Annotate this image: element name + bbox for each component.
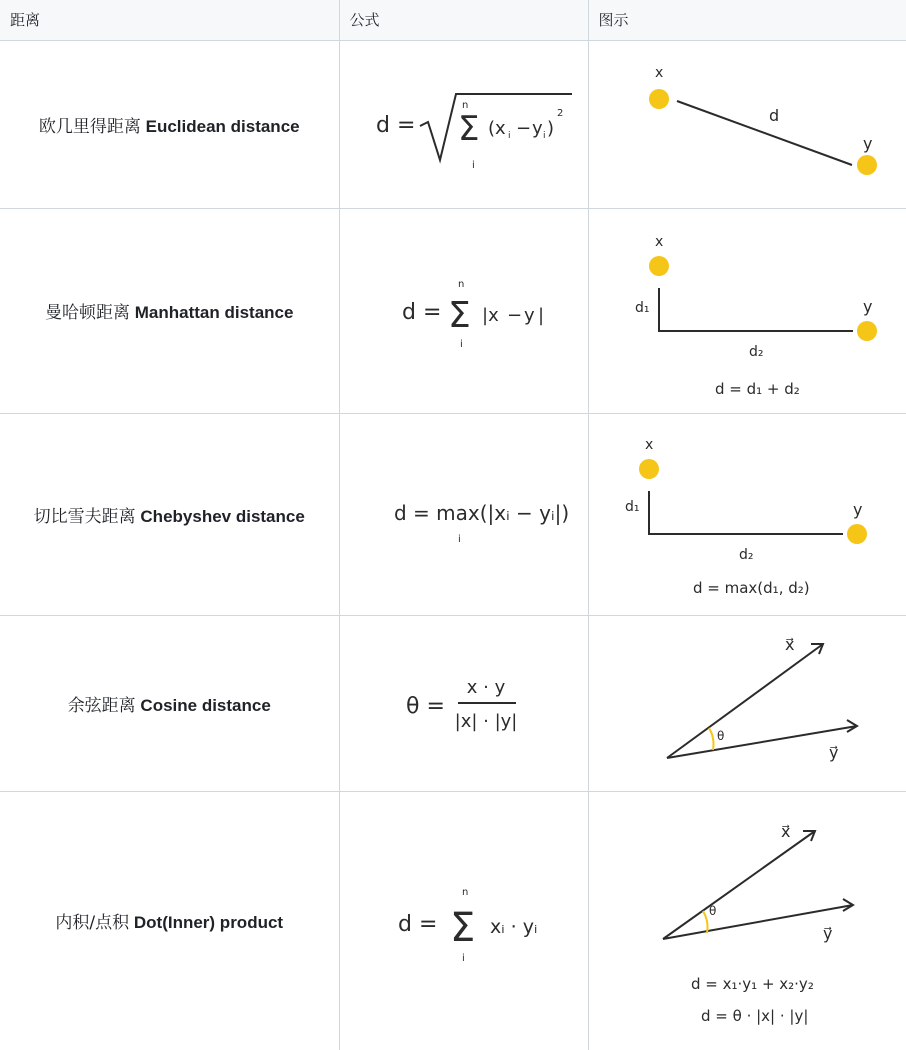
manhattan-diagram [597, 216, 897, 406]
distance-line [677, 101, 852, 165]
line-d-label: d [769, 106, 780, 125]
sigma-symbol: Σ [447, 294, 471, 336]
sub-i-y: i [542, 131, 546, 141]
diagram-caption: d = max(d₁, d₂) [693, 579, 810, 597]
header-distance: 距离 [0, 0, 339, 40]
point-y [847, 524, 867, 544]
diagram-cell [588, 40, 906, 208]
distance-name-en: Cosine distance [140, 695, 271, 715]
sub-i: i [507, 131, 511, 141]
sum-lower: i [471, 160, 475, 171]
formula-y: y [531, 118, 543, 139]
formula-y: y [523, 304, 535, 326]
chebyshev-path [649, 491, 843, 534]
table-row [0, 413, 906, 615]
theta-label: θ [709, 903, 717, 918]
angle-arc [709, 728, 714, 750]
point-y-label: y [863, 296, 873, 316]
table-row [0, 208, 906, 413]
formula-cell [339, 413, 588, 615]
distance-name-en: Euclidean distance [145, 116, 300, 136]
d2-label: d₂ [739, 547, 754, 563]
formula-cell [339, 40, 588, 208]
distance-name-zh: 曼哈顿距离 [45, 303, 131, 323]
table-header-row [0, 0, 906, 40]
d1-label: d₁ [625, 499, 640, 515]
minus: − [506, 304, 522, 326]
point-y-label: y [863, 134, 873, 153]
abs-close: | [537, 304, 544, 326]
distance-name-zh: 余弦距离 [67, 695, 136, 716]
vector-x-label: x⃗ [785, 635, 795, 654]
d1-label: d₁ [635, 299, 650, 316]
paren-close: ) [546, 118, 554, 139]
formula-cell [339, 208, 588, 413]
sum-lower: i [459, 338, 463, 350]
diagram-cell [588, 208, 906, 413]
formula-lhs: d = [397, 911, 437, 937]
chebyshev-formula [354, 454, 574, 574]
cosine-diagram [597, 618, 897, 788]
vector-y-label: y⃗ [823, 923, 833, 943]
cosine-formula [354, 643, 574, 763]
manhattan-path [659, 288, 853, 331]
vector-x-line [667, 644, 823, 758]
point-y-label: y [853, 500, 863, 519]
sum-upper: n [461, 100, 468, 111]
minus: − [515, 118, 531, 139]
point-x-label: x [645, 437, 654, 453]
table-row [0, 40, 906, 208]
formula-cell [339, 615, 588, 791]
formula-lhs: d = [375, 113, 415, 138]
formula-lhs: θ = [405, 694, 445, 719]
sum-upper: n [461, 886, 468, 898]
sigma-symbol: Σ [457, 109, 479, 149]
formula-body: (x [487, 118, 506, 139]
formula-body: |x [481, 304, 499, 326]
euclidean-formula [354, 64, 574, 184]
point-x [639, 459, 659, 479]
distance-name-cell [0, 40, 339, 208]
point-x [649, 256, 669, 276]
point-y [857, 155, 877, 175]
vector-x-label: x⃗ [781, 821, 791, 841]
header-formula: 公式 [339, 0, 588, 40]
max-lower: i [457, 534, 461, 545]
dot-product-diagram [597, 801, 897, 1041]
distance-name-zh: 内积/点积 [55, 913, 130, 933]
sigma-symbol: Σ [449, 904, 475, 951]
theta-label: θ [717, 729, 725, 743]
point-y [857, 321, 877, 341]
d2-label: d₂ [749, 343, 764, 360]
formula-text: d = max(|xᵢ − yᵢ|) [393, 501, 569, 525]
manhattan-formula [354, 251, 574, 371]
distance-name-zh: 欧几里得距离 [38, 116, 141, 137]
point-x-label: x [655, 65, 664, 81]
table-row [0, 791, 906, 1050]
distance-name-cell [0, 791, 339, 1050]
distance-name-en: Chebyshev distance [140, 506, 305, 526]
distance-name-cell [0, 413, 339, 615]
distance-name-cell [0, 615, 339, 791]
chebyshev-diagram [597, 419, 897, 609]
formula-body: xᵢ · yᵢ [489, 915, 537, 938]
point-x [649, 89, 669, 109]
formula-lhs: d = [401, 299, 441, 325]
point-x-label: x [655, 233, 664, 250]
diagram-cell [588, 615, 906, 791]
angle-arc [703, 911, 708, 933]
distance-name-cell [0, 208, 339, 413]
sum-upper: n [457, 278, 464, 290]
diagram-cell [588, 413, 906, 615]
table-row [0, 615, 906, 791]
euclidean-diagram [597, 49, 897, 199]
fraction-denominator: |x| · |y| [454, 711, 517, 732]
diagram-caption-2: d = θ · |x| · |y| [701, 1006, 809, 1025]
sum-lower: i [461, 952, 465, 964]
diagram-caption: d = d₁ + d₂ [715, 379, 801, 398]
distance-name-en: Manhattan distance [134, 303, 294, 322]
vector-x-line [663, 831, 815, 939]
distance-name-zh: 切比雪夫距离 [33, 506, 136, 527]
diagram-cell [588, 791, 906, 1050]
header-diagram: 图示 [588, 0, 906, 40]
vector-y-label: y⃗ [829, 743, 839, 762]
distance-name-en: Dot(Inner) product [133, 913, 284, 932]
exponent: 2 [556, 108, 563, 119]
diagram-caption-1: d = x₁·y₁ + x₂·y₂ [691, 974, 815, 993]
formula-cell [339, 791, 588, 1050]
dot-product-formula [354, 861, 574, 981]
fraction-numerator: x · y [466, 677, 505, 698]
